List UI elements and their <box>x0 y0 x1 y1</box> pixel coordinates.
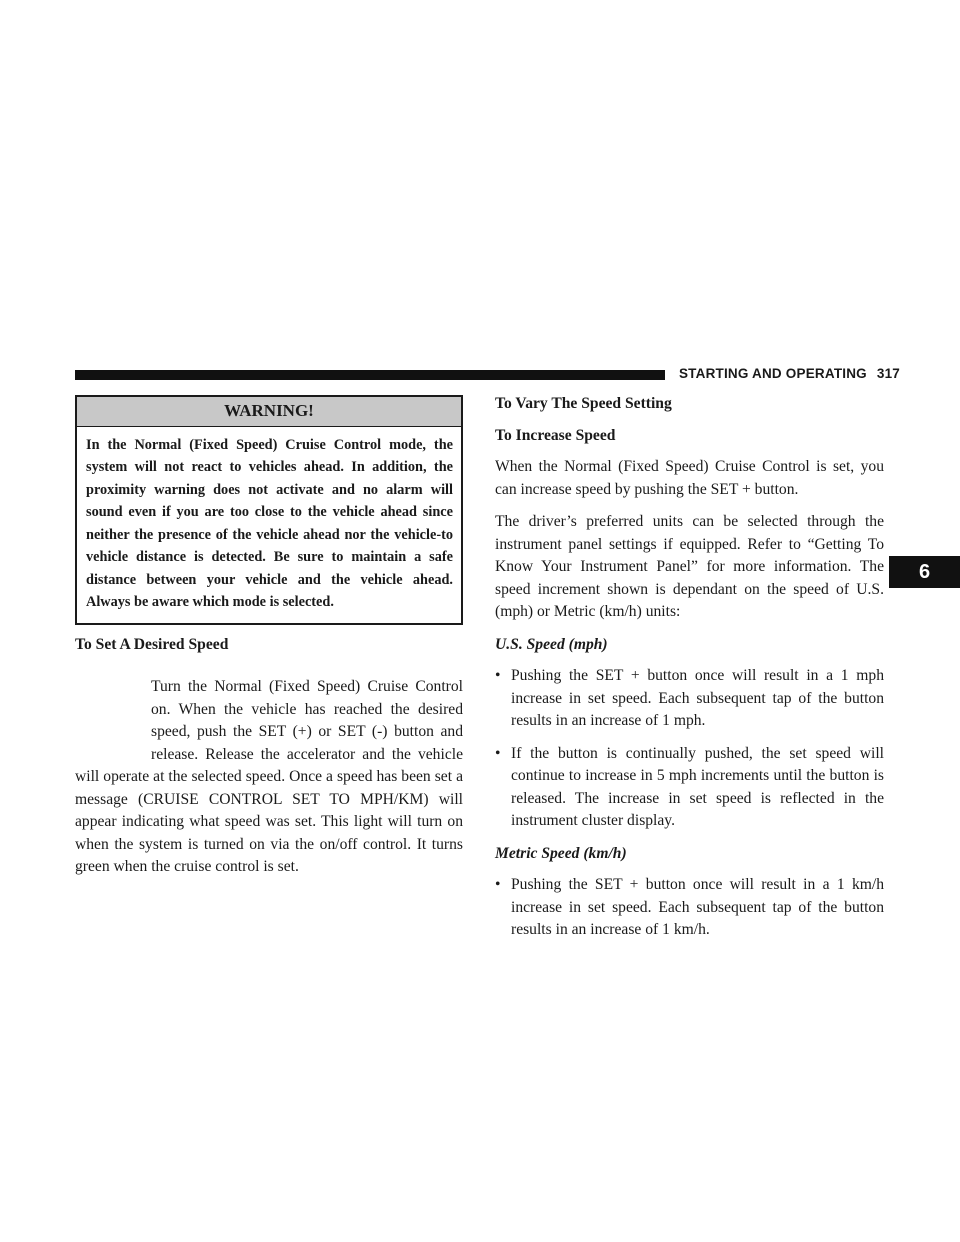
bullet-text: Pushing the SET + button once will result in a 1 km/h increase in set speed. Each subsequent tap of the button results in an increase of 1 km/h. <box>511 876 884 938</box>
bullet-text: If the button is continually pushed, the set speed will continue to increase in 5 mph increments until the button is released. The increase in set speed is reflected in the instrument cluster display. <box>511 744 884 829</box>
bullet-text: Pushing the SET + button once will result in a 1 mph increase in set speed. Each subsequent tap of the button results in an increase of 1 mph. <box>511 667 884 729</box>
warning-box <box>75 395 463 625</box>
units-paragraph: The driver’s preferred units can be selected through the instrument panel settings if equipped. Refer to “Getting To Know Your Instrument Panel” for more information. The speed increment shown is dependant on the speed of U.S. (mph) or Metric (km/h) units: <box>495 513 884 620</box>
set-speed-heading: To Set A Desired Speed <box>75 635 229 653</box>
bullet-icon: • <box>495 744 501 762</box>
increase-paragraph: When the Normal (Fixed Speed) Cruise Control is set, you can increase speed by pushing the SET + button. <box>495 458 884 498</box>
bullet-icon: • <box>495 667 501 684</box>
list-item <box>495 874 884 942</box>
left-column <box>75 395 463 879</box>
header-rule <box>75 370 665 380</box>
warning-title: WARNING! <box>77 397 461 427</box>
set-speed-paragraph <box>75 676 463 879</box>
right-column <box>495 393 884 952</box>
warning-text: In the Normal (Fixed Speed) Cruise Control mode, the system will not react to vehicles ahead. In addition, the proximity warning does not activate and no alarm will sound even if you are too close to the vehicle ahead since neither the presence of the vehicle ahead nor the vehicle-to vehicle distance is detected. Be sure to maintain a safe distance between your vehicle and the vehicle ahead. Always be aware which mode is selected. <box>86 436 453 610</box>
bullet-icon: • <box>495 876 501 893</box>
chapter-tab: 6 <box>889 556 960 588</box>
list-item <box>495 665 884 733</box>
vary-speed-heading: To Vary The Speed Setting <box>495 395 672 412</box>
cruise-indicator-icon-space <box>75 676 135 766</box>
section-title: STARTING AND OPERATING <box>678 366 867 381</box>
page-number: 317 <box>876 366 900 381</box>
set-speed-text: Turn the Normal (Fixed Speed) Cruise Control on. When the vehicle has reached the desired speed, push the SET (+) or SET (-) button and release. Release the accelerator and the vehicle will operate at the selected speed. Once a speed has been set a message (CRUISE CONTROL SET TO MPH/KM) will appear indicating what speed was set. This light will turn on when the system is turned on via the on/off control. It turns green when the cruise control is set. <box>75 678 463 875</box>
list-item <box>495 743 884 833</box>
us-speed-heading: U.S. Speed (mph) <box>495 635 608 653</box>
metric-speed-heading: Metric Speed (km/h) <box>495 844 627 862</box>
increase-speed-heading: To Increase Speed <box>495 426 616 444</box>
running-header <box>679 366 900 381</box>
